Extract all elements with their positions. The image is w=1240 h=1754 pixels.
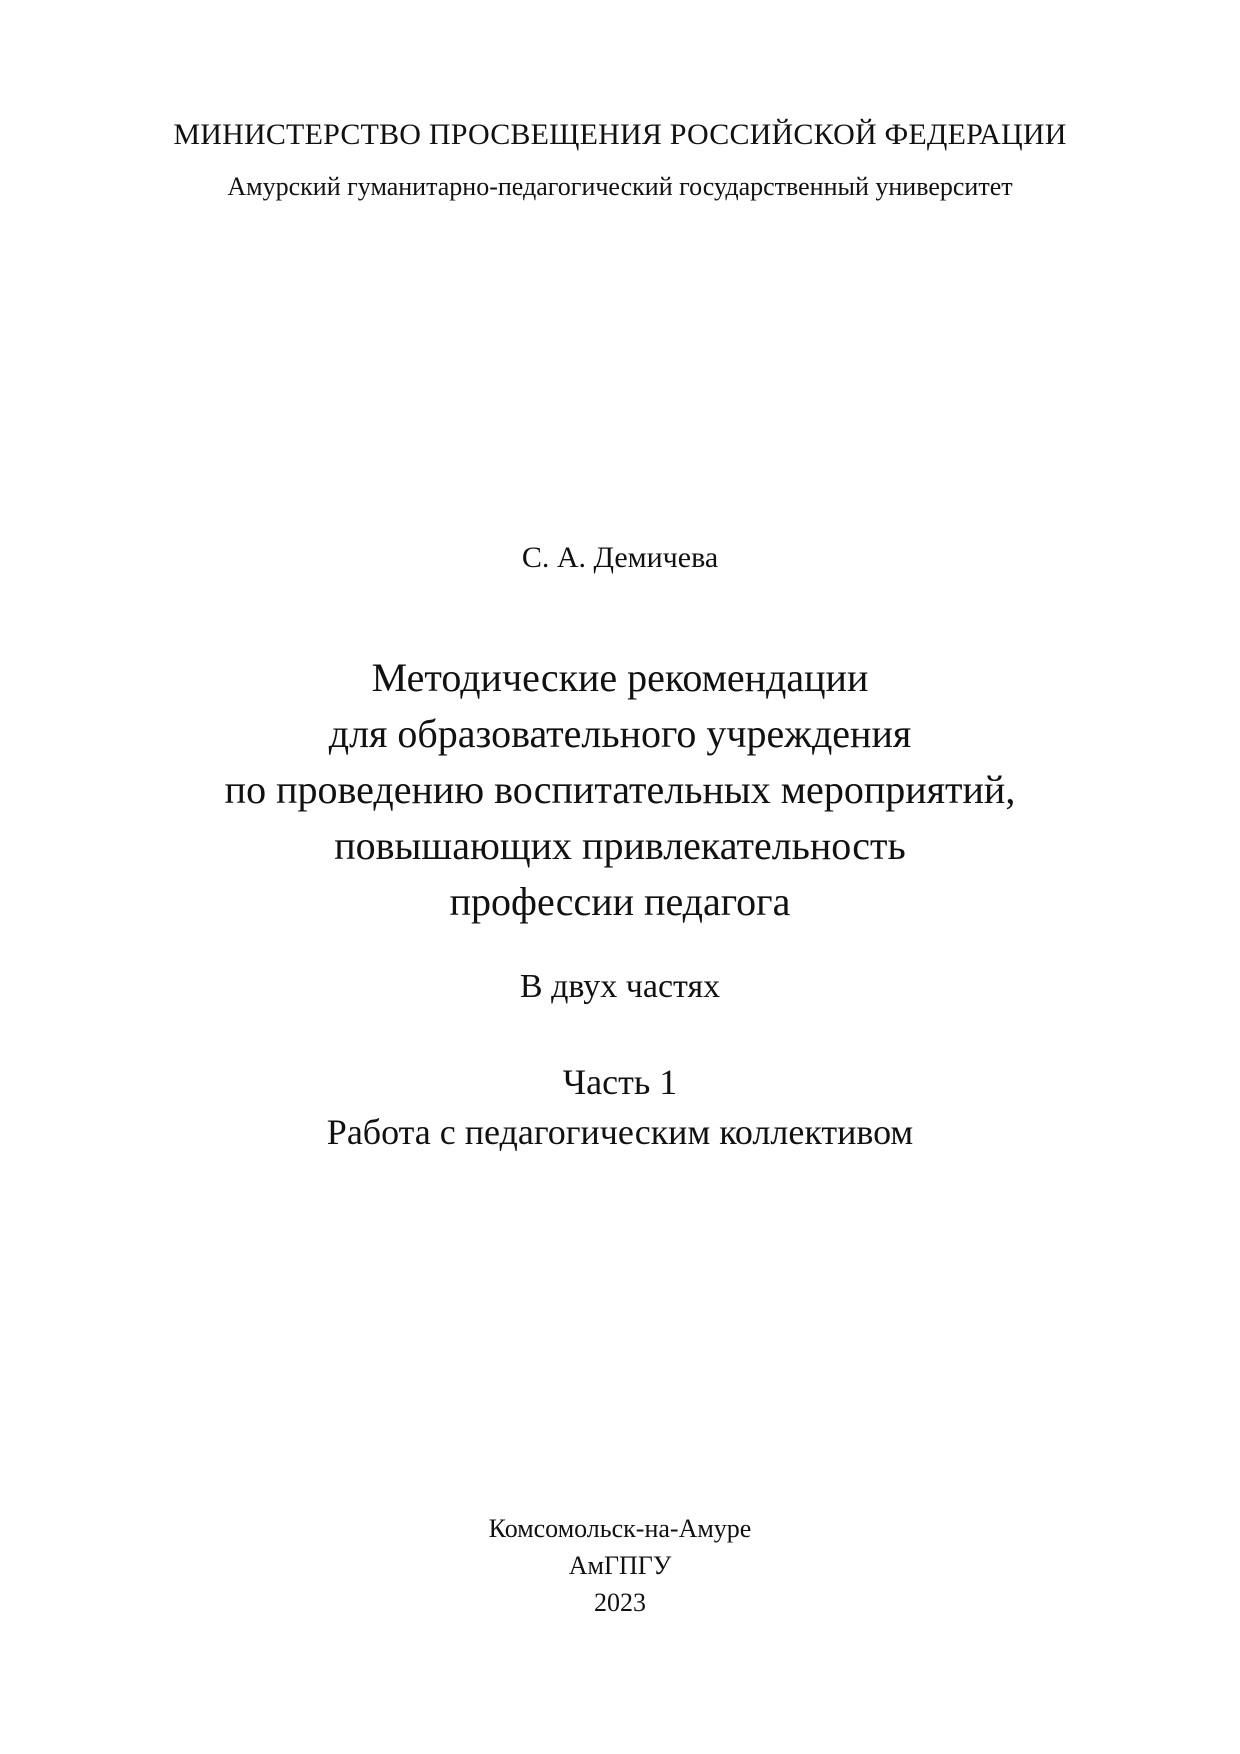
title-line: профессии педагога: [449, 879, 791, 924]
author-name: С. А. Демичева: [521, 541, 719, 574]
title-line: Методические рекомендации: [371, 655, 869, 700]
ministry-name: МИНИСТЕРСТВО ПРОСВЕЩЕНИЯ РОССИЙСКОЙ ФЕДЕРАЦИИ: [173, 118, 1067, 151]
title-line: для образовательного учреждения: [328, 711, 912, 756]
title-line: повышающих привлекательность: [334, 823, 906, 868]
imprint-city: Комсомольск-на-Амуре: [488, 1514, 752, 1543]
part-subtitle: Работа с педагогическим коллективом: [326, 1112, 914, 1152]
part-number: Часть 1: [562, 1062, 678, 1102]
university-name: Амурский гуманитарно-педагогический государственный университет: [227, 172, 1013, 201]
parts-note: В двух частях: [519, 968, 721, 1005]
imprint-publisher: АмГПГУ: [568, 1551, 672, 1580]
title-line: по проведению воспитательных мероприятий,: [224, 767, 1016, 812]
imprint-year: 2023: [594, 1588, 646, 1617]
imprint: [0, 1510, 1240, 1621]
part-heading: [0, 1057, 1240, 1157]
document-title: [0, 650, 1240, 930]
